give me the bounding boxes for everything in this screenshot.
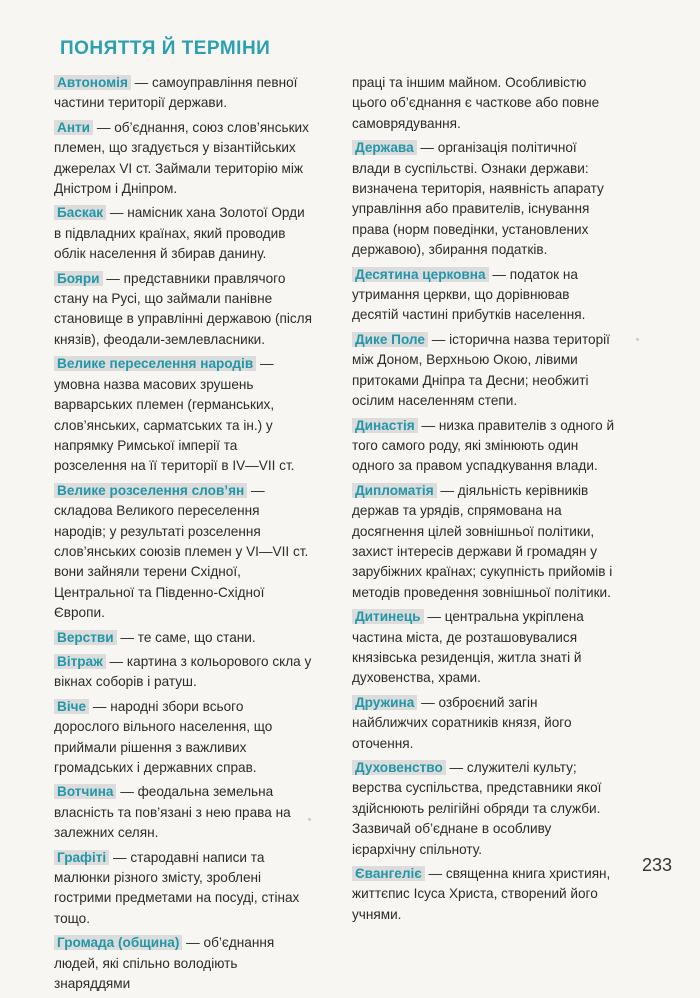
glossary-definition: — представники правлячого стану на Русі, що займали панівне становище в управлінні державою (після князів), феодали-землевласники. [54, 270, 312, 347]
glossary-term: Євангеліє [352, 866, 425, 881]
glossary-definition: — озброєний загін найближчих соратників князя, його оточення. [352, 694, 572, 751]
glossary-definition: — організація політичної влади в суспільстві. Ознаки держави: визначена територія, наявність апарату управління або правителів, існування права (норм поведінки, установлених державою), збирання податків. [352, 140, 604, 258]
glossary-entry [352, 265, 617, 326]
glossary-definition: — умовна назва масових зрушень варварських племен (германських, слов’янських, сарматських та ін.) у напрямку Римської імперії та розселення на її території в IV—VII ст. [54, 356, 295, 474]
glossary-entry [54, 354, 312, 476]
glossary-definition: — діяльність керівників держав та урядів, спрямована на досягнення цілей зовнішньої політики, захист інтересів держави й громадян у зарубіжних країнах; сукупність прийомів і методів проведення зовнішньої політики. [352, 482, 613, 600]
glossary-definition: — податок на утримання церкви, що дорівнював десятій частині прибутків населення. [352, 266, 586, 323]
glossary-definition: — складова Великого переселення народів; у результаті розселення слов’янських союзів племен у VI—VII ст. вони зайняли терени Східної, Центральної та Південно-Східної Європи. [54, 482, 309, 621]
glossary-entry [352, 330, 617, 412]
glossary-term: Дружина [352, 695, 417, 710]
glossary-term: Дике Поле [352, 332, 428, 347]
glossary-entry [352, 693, 617, 754]
right-column [352, 73, 617, 929]
glossary-term: Держава [352, 140, 417, 155]
glossary-term: Автономія [54, 75, 131, 90]
glossary-definition: — об’єднання, союз слов’янських племен, що згадується у візантійських джерелах VI ст. Займали територію між Дністром і Дніпром. [54, 119, 309, 197]
glossary-term: Верстви [54, 630, 117, 645]
glossary-definition: — народні збори всього дорослого вільного населення, що приймали рішення з важливих громадських і державних справ. [54, 698, 273, 775]
continued-definition: праці та іншим майном. Особливістю цього об’єднання є часткове або повне самоврядування. [352, 75, 600, 131]
glossary-entry [54, 118, 312, 200]
page-title: ПОНЯТТЯ Й ТЕРМІНИ [60, 38, 271, 59]
glossary-entry [54, 269, 312, 351]
glossary-entry [352, 607, 617, 689]
glossary-definition: — картина з кольорового скла у вікнах соборів і ратуш. [54, 653, 312, 690]
glossary-definition: — служителі культу; верства суспільства, представники якої здійснюють релігійні обряди та служби. Зазвичай об’єднане в особливу ієрархічну спільноту. [352, 760, 602, 857]
glossary-entry [54, 481, 312, 624]
glossary-entry [54, 933, 312, 994]
glossary-definition: — намісник хана Золотої Орди в підвладних країнах, який проводив облік населення й збирав данину. [54, 205, 305, 262]
glossary-term: Велике переселення народів [54, 356, 256, 371]
glossary-entry [54, 73, 312, 114]
glossary-definition: — стародавні написи та малюнки різного змісту, зроблені гострими предметами на посуді, стінах тощо. [54, 849, 300, 926]
glossary-term: Графіті [54, 850, 109, 865]
glossary-entry [54, 782, 312, 843]
glossary-entry [352, 758, 617, 860]
glossary-definition: — центральна укріплена частина міста, де розташовувалися князівська резиденція, житла знаті й духовенства, храми. [352, 609, 584, 686]
glossary-term: Баскак [54, 205, 106, 220]
glossary-term: Дитинець [352, 609, 424, 624]
glossary-term: Династія [352, 418, 418, 433]
left-column [54, 73, 312, 998]
glossary-definition: — низка правителів з одного й того самого роду, які змінюють один одного за правом успадкування влади. [352, 417, 615, 474]
glossary-entry [352, 138, 617, 260]
glossary-term: Духовенство [352, 760, 446, 775]
glossary-entry [352, 481, 617, 603]
glossary-entry [54, 652, 312, 693]
glossary-term: Віче [54, 699, 89, 714]
glossary-definition: — те саме, що стани. [116, 629, 256, 645]
glossary-definition: — феодальна земельна власність та пов’язані з нею права на залежних селян. [54, 784, 291, 841]
glossary-definition: — священна книга християн, життєпис Ісуса Христа, створений його учнями. [352, 866, 611, 922]
glossary-entry [54, 697, 312, 779]
glossary-term: Вотчина [54, 784, 116, 799]
glossary-term: Анти [54, 120, 93, 135]
glossary-entry [54, 628, 312, 648]
glossary-term: Дипломатія [352, 483, 437, 498]
glossary-term: Десятина церковна [352, 267, 489, 282]
glossary-term: Велике розселення слов’ян [54, 483, 247, 498]
page-number: 233 [641, 855, 672, 875]
glossary-term: Вітраж [54, 654, 106, 669]
glossary-definition: — історична назва території між Доном, Верхньою Окою, лівими притоками Дніпра та Десни; необжиті осілим населенням степи. [352, 331, 610, 409]
glossary-entry [54, 203, 312, 264]
glossary-entry [54, 848, 312, 930]
glossary-definition: — об’єднання людей, які спільно володіють знаряддями [54, 935, 275, 992]
glossary-term: Бояри [54, 271, 103, 286]
glossary-definition: — самоуправління певної частини території держави. [54, 75, 298, 111]
glossary-entry [352, 416, 617, 477]
glossary-term: Громада (община) [54, 935, 182, 950]
glossary-entry [352, 864, 617, 925]
